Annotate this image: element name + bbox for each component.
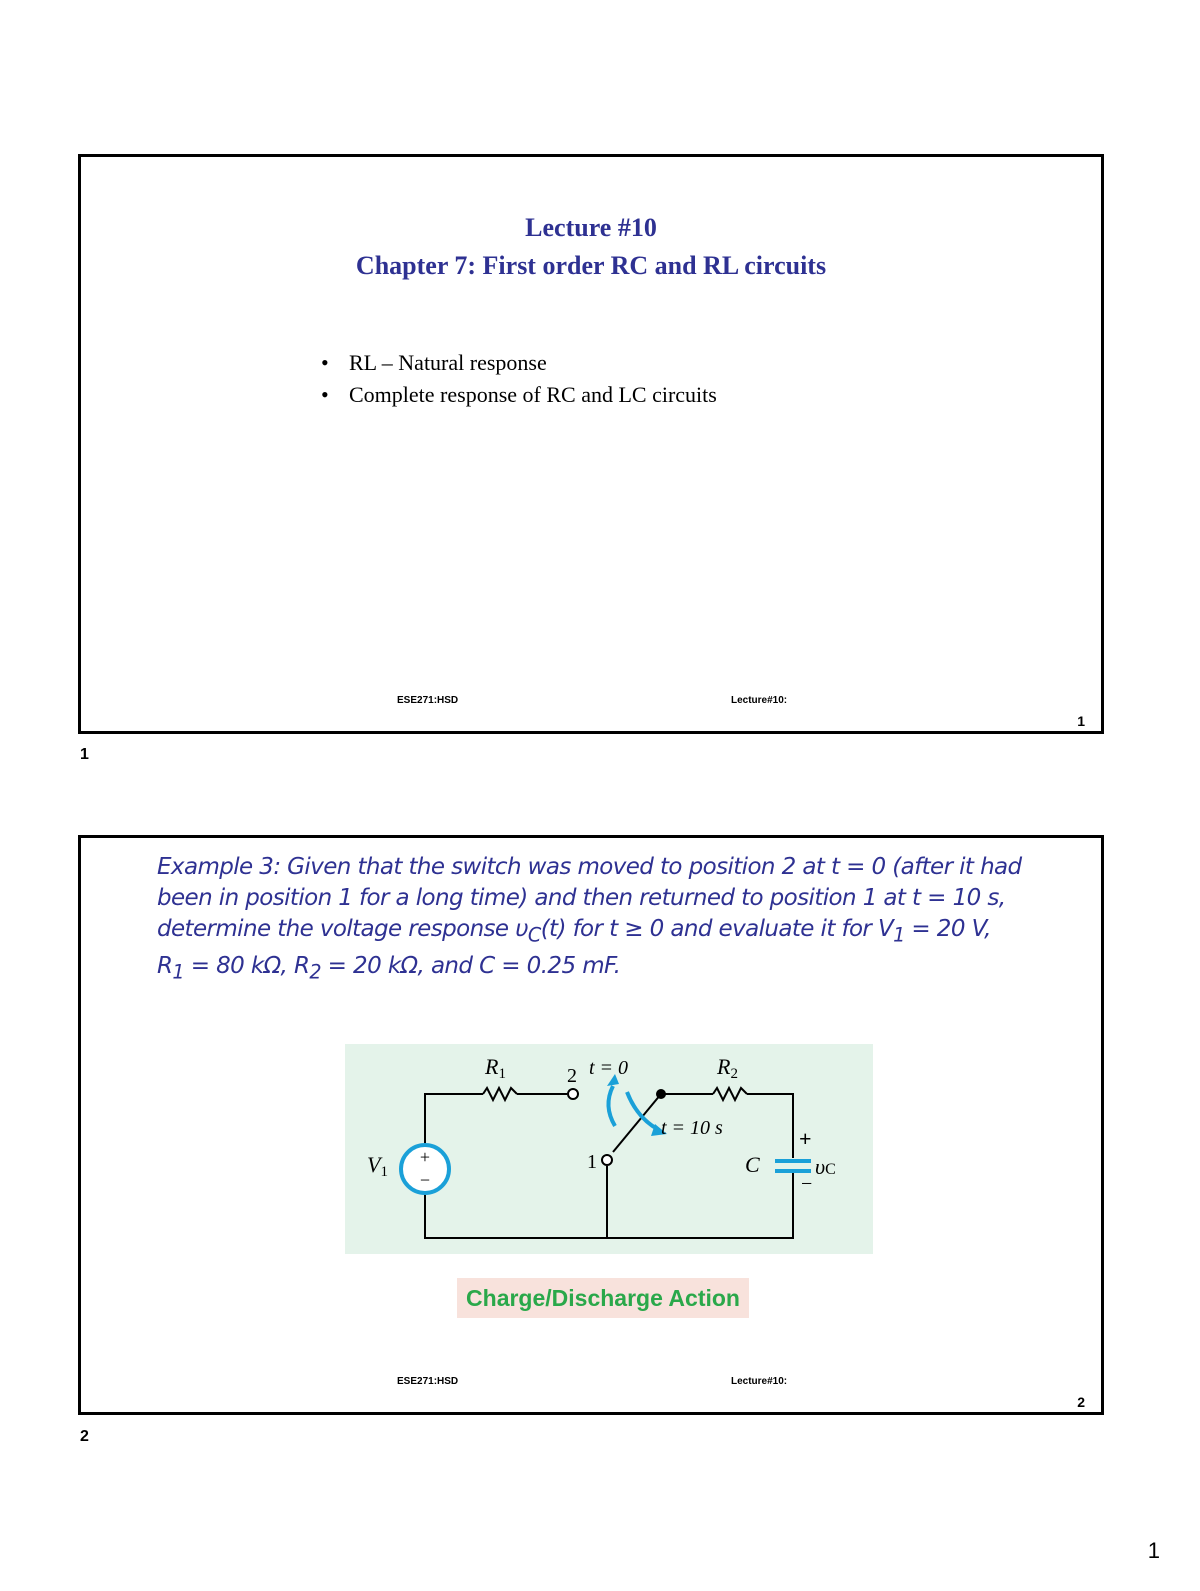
slide-caption-number: 2 <box>80 1428 89 1445</box>
arrow-to-position-1 <box>627 1092 659 1130</box>
label-r1: R1 <box>485 1054 506 1082</box>
bullet-item: • Complete response of RC and LC circuits <box>321 379 717 411</box>
footer-lecture: Lecture#10: <box>731 1376 788 1387</box>
example-text <box>157 852 1037 987</box>
example-line: been in position 1 for a long time) and then returned to position 1 at t = 10 s, <box>157 885 1006 911</box>
slide-1 <box>78 154 1104 734</box>
footer-course: ESE271:HSD <box>397 695 459 706</box>
footer-lecture: Lecture#10: <box>731 695 788 706</box>
switch-pivot <box>656 1089 666 1099</box>
switch-blade <box>613 1094 661 1152</box>
slide-number: 1 <box>1077 713 1085 729</box>
slide-title-line-1: Lecture #10 <box>525 213 657 242</box>
slide-caption-number: 1 <box>80 746 89 763</box>
resistor-r2 <box>713 1088 747 1100</box>
node-1-terminal <box>602 1155 612 1165</box>
slide-title-line-2: Chapter 7: First order RC and RL circuits <box>355 251 827 280</box>
page-number: 1 <box>1147 1538 1160 1563</box>
bullet-item: • RL – Natural response <box>321 347 717 379</box>
example-line: determine the voltage response $\upsilon_C(t)$ for t ≥ 0 and evaluate it for $V_1 = 20$ V, <box>157 916 991 947</box>
label-r2: R2 <box>717 1054 738 1082</box>
label-cap-plus: + <box>799 1126 812 1151</box>
source-minus: − <box>419 1170 431 1190</box>
resistor-r1 <box>483 1088 517 1100</box>
circuit-diagram <box>345 1044 873 1254</box>
label-vc: υC <box>815 1154 836 1179</box>
label-v1: V1 <box>367 1152 388 1180</box>
label-t0: t = 0 <box>589 1057 629 1079</box>
label-c: C <box>745 1152 760 1177</box>
wire-right <box>747 1094 793 1158</box>
label-cap-minus: − <box>801 1173 813 1195</box>
slide-2 <box>78 835 1104 1415</box>
label-t10: t = 10 s <box>661 1117 723 1139</box>
footer-course: ESE271:HSD <box>397 1376 459 1387</box>
arrow-to-position-2 <box>608 1086 615 1126</box>
label-position-2: 2 <box>567 1065 577 1087</box>
circuit-svg <box>345 1044 873 1254</box>
charge-discharge-label: Charge/Discharge Action <box>457 1278 749 1318</box>
source-plus: + <box>419 1147 431 1167</box>
example-line: $R_1 = 80$ kΩ, $R_2 = 20$ kΩ, and C = 0.25 mF. <box>157 952 621 984</box>
label-position-1: 1 <box>587 1151 597 1173</box>
wire-bottom <box>425 1172 793 1238</box>
bullet-list <box>321 347 717 411</box>
example-line: Example 3: Given that the switch was moved to position 2 at t = 0 (after it had <box>157 854 1022 880</box>
slide-number: 2 <box>1077 1394 1085 1410</box>
node-2-terminal <box>568 1089 578 1099</box>
